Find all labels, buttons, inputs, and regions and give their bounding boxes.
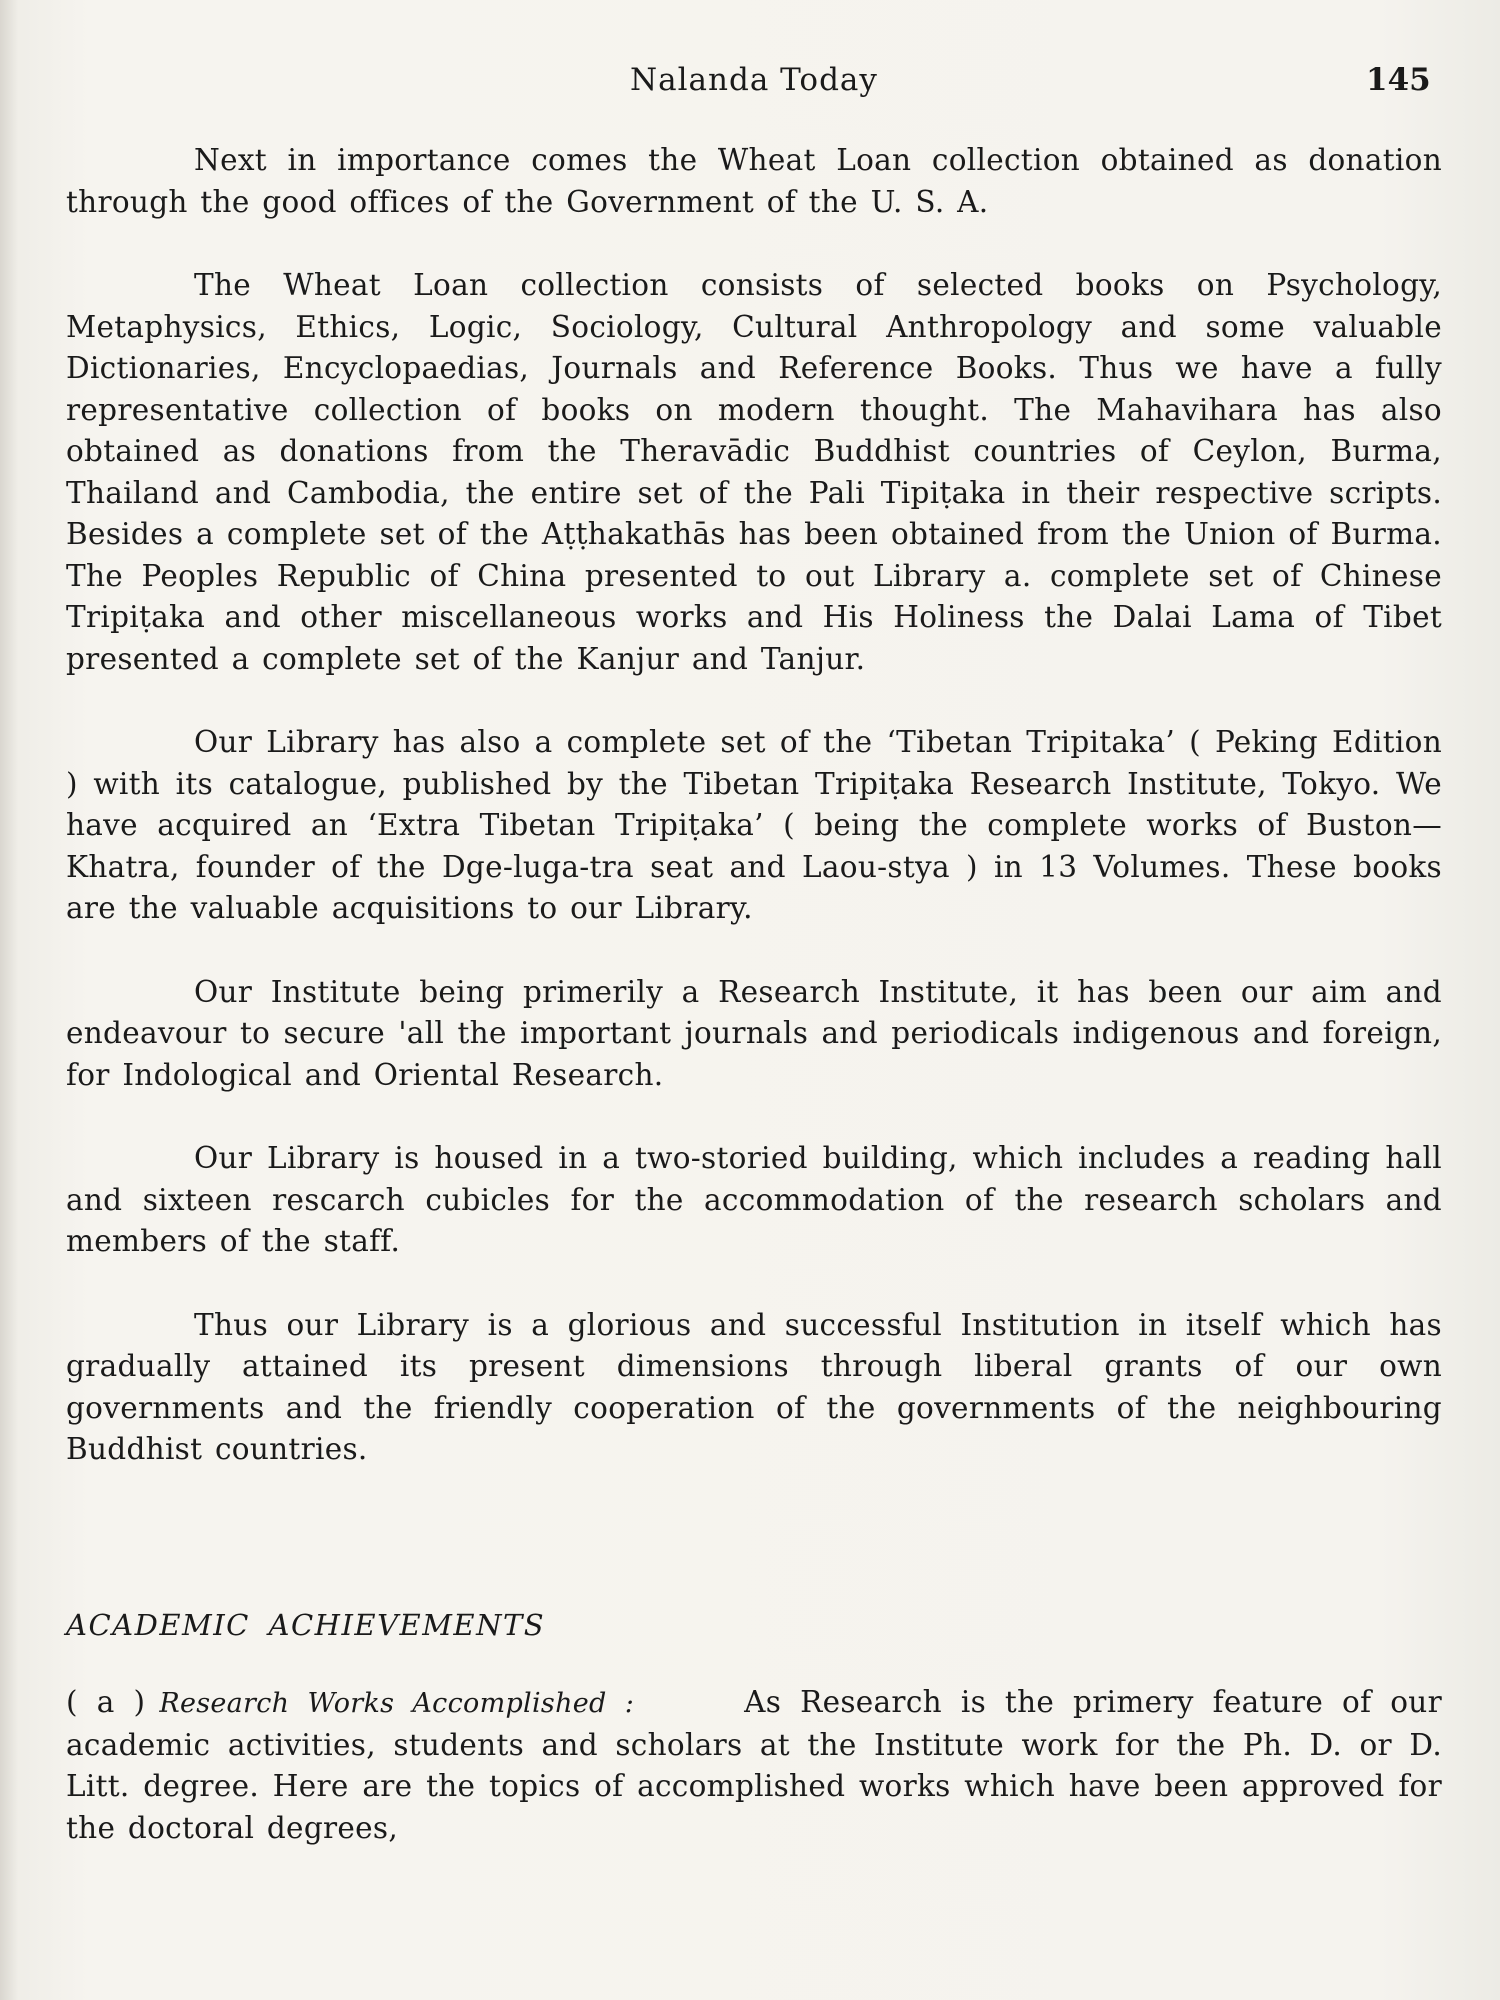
page-number: 145	[1366, 62, 1431, 98]
research-works-item	[66, 1682, 1442, 1849]
paragraph-library-building: Our Library is housed in a two-storied building, which includes a reading hall and sixteen rescarch cubicles for the accommodation of the research scholars and members of the staff.	[66, 1141, 1442, 1258]
item-marker: ( a )	[66, 1685, 146, 1719]
running-header	[0, 62, 1500, 112]
page-gutter-shadow	[0, 0, 18, 2000]
paragraph-wheat-loan-intro: Next in importance comes the Wheat Loan collection obtained as donation through the good offices of the Government of the U. S. A.	[66, 143, 1442, 219]
item-text: As Research is the primery feature of our academic activities, students and scholars at the Institute work for the Ph. D. or D. Litt. degree. Here are the topics of accomplished works which have been approved for the doctoral degrees,	[66, 1685, 1442, 1845]
running-title: Nalanda Today	[630, 62, 878, 98]
paragraph-wheat-loan-collection: The Wheat Loan collection consists of selected books on Psychology, Metaphysics, Ethics, Logic, Sociology, Cultural Anthropology and some valuable Dictionaries, Encyclopaedias, Journals and Reference Books. Thus we have a fully representative collection of books on modern thought. The Mahavihara has also obtained as donations from the Theravādic Buddhist countries of Ceylon, Burma, Thailand and Cambodia, the entire set of the Pali Tipiṭaka in their respective scripts. Besides a complete set of the Aṭṭhakathās has been obtained from the Union of Burma. The Peoples Republic of China presented to out Library a. complete set of Chinese Tripiṭaka and other miscellaneous works and His Holiness the Dalai Lama of Tibet presented a complete set of the Kanjur and Tanjur.	[66, 268, 1442, 676]
paragraph-library-summary: Thus our Library is a glorious and successful Institution in itself which has gradually attained its present dimensions through liberal grants of our own governments and the friendly cooperation of the governments of the neighbouring Buddhist countries.	[66, 1307, 1442, 1466]
body-text	[66, 140, 1442, 1513]
paragraph-journals: Our Institute being primerily a Research Institute, it has been our aim and endeavour to secure 'all the important journals and periodicals indigenous and foreign, for Indological and Oriental Research.	[66, 974, 1442, 1092]
section-heading: ACADEMIC ACHIEVEMENTS	[66, 1608, 546, 1642]
item-label: Research Works Accomplished :	[159, 1688, 635, 1719]
paragraph-tibetan-tripitaka: Our Library has also a complete set of the ‘Tibetan Tripitaka’ ( Peking Edition ) with its catalogue, published by the Tibetan Tripiṭaka Research Institute, Tokyo. We have acquired an ‘Extra Tibetan Tripiṭaka’ ( being the complete works of Buston—Khatra, founder of the Dge-luga-tra seat and Laou-stya ) in 13 Volumes. These books are the valuable acquisitions to our Library.	[66, 725, 1442, 925]
